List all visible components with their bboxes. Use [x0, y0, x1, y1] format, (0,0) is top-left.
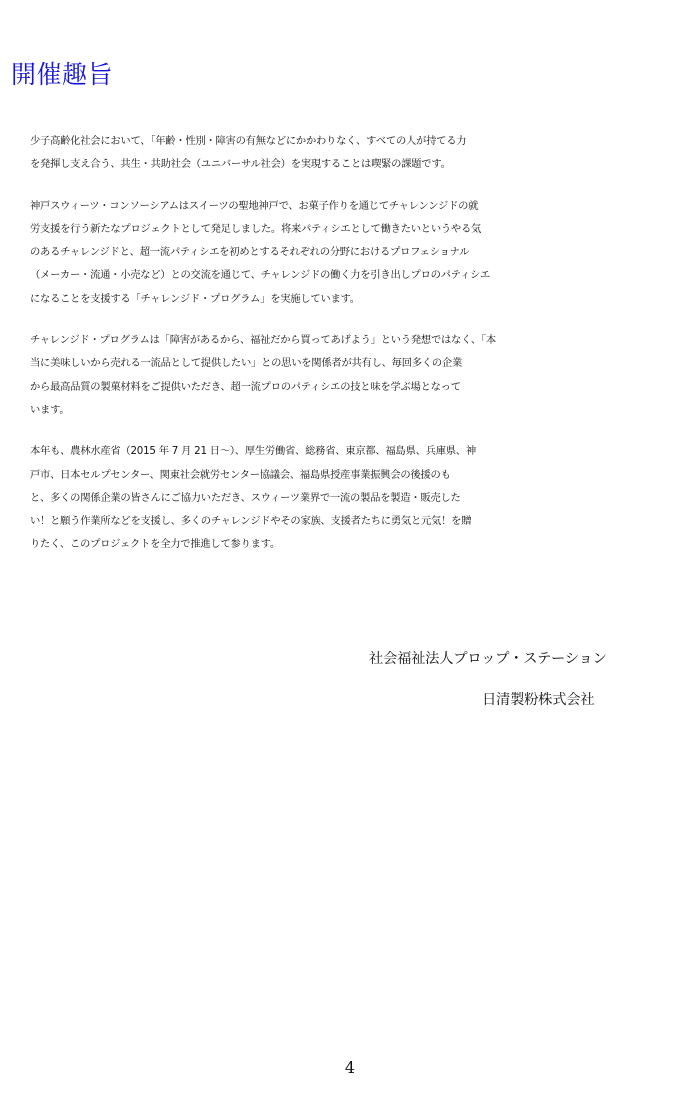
- paragraph-4: [30, 440, 700, 556]
- paragraph-line: 神戸スウィーツ・コンソーシアムはスイーツの聖地神戸で、お菓子作りを通じてチャレンンジドの就: [30, 199, 479, 212]
- page-number: 4: [344, 1058, 356, 1077]
- paragraph-line: と、多くの関係企業の皆さんにご協力いただき、スウィーツ業界で一流の製品を製造・販売した: [30, 491, 461, 504]
- paragraph-line: のあるチャレンジドと、超一流パティシエを初めとするそれぞれの分野におけるプロフェショナル: [30, 246, 470, 259]
- paragraph-2: [30, 195, 700, 311]
- paragraph-line: 戸市、日本セルプセンター、関東社会就労センター協議会、福島県授産事業振興会の後援のも: [30, 468, 451, 481]
- signature-organization-1: 社会福祉法人プロップ・ステーション: [369, 651, 607, 667]
- paragraph-line: 当に美味しいから売れる一流品として提供したい」との思いを関係者が共有し、毎回多くの企業: [30, 357, 463, 370]
- paragraph-line: から最高品質の製菓材料をご提供いただき、超一流プロのパティシエの技と味を学ぶ場となって: [30, 380, 461, 393]
- paragraph-line: を発揮し支え合う、共生・共助社会（ユニバーサル社会）を実現することは喫緊の課題です。: [30, 158, 451, 171]
- page-heading: 開催趣旨: [11, 60, 114, 89]
- paragraph-line: になることを支援する「チャレンジド・プログラム」を実施しています。: [30, 292, 360, 305]
- paragraph-line: 本年も、農林水産省（2015 年 7 月 21 日～）、厚生労働省、総務省、東京都、福島県、兵庫県、神: [30, 445, 476, 458]
- signature-organization-2: 日清製粉株式会社: [482, 692, 595, 708]
- paragraph-line: 労支援を行う新たなプロジェクトとして発足しました。将来パティシエとして働きたいというやる気: [30, 222, 482, 235]
- paragraph-line: （メーカー・流通・小売など）との交流を通じて、チャレンジドの働く力を引き出しプロのパティシエ: [30, 269, 491, 282]
- paragraph-1: [30, 130, 700, 177]
- paragraph-line: います。: [30, 403, 70, 416]
- paragraph-line: りたく、このプロジェクトを全力で推進して参ります。: [30, 538, 280, 551]
- paragraph-line: チャレンジド・プログラムは「障害があるから、福祉だから買ってあげよう」という発想ではなく、「本: [30, 334, 496, 347]
- body-text: [30, 130, 700, 575]
- paragraph-line: 少子高齢化社会において、「年齢・性別・障害の有無などにかかわりなく、すべての人が持てる力: [30, 135, 467, 147]
- paragraph-line: い！と願う作業所などを支援し、多くのチャレンジドやその家族、支援者たちに勇気と元気！を贈: [30, 515, 472, 528]
- paragraph-3: [30, 329, 700, 422]
